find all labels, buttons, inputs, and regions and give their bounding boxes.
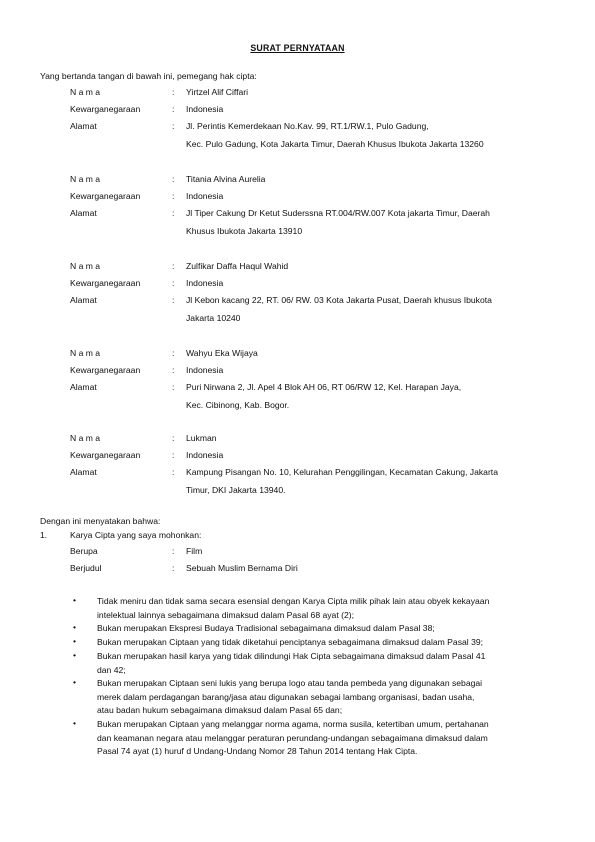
person-nationality: Indonesia [186,450,224,460]
bullet-icon: • [73,636,77,646]
statement-line: Pasal 74 ayat (1) huruf d Undang-Undang Nomor 28 Tahun 2014 tentang Hak Cipta. [97,746,418,757]
person-address-line: Timur, DKI Jakarta 13940. [186,485,286,495]
colon: : [172,278,175,288]
nationality-label: Kewarganegaraan [70,104,141,114]
colon: : [172,382,175,392]
name-label: N a m a [70,174,101,184]
person-address-line: Jl. Perintis Kemerdekaan No.Kav. 99, RT.1/RW.1, Pulo Gadung, [186,121,429,131]
person-nationality: Indonesia [186,365,224,375]
address-label: Alamat [70,208,97,218]
work-title-value: Sebuah Muslim Bernama Diri [186,563,298,573]
work-title-label: Berjudul [70,563,102,573]
colon: : [172,295,175,305]
name-label: N a m a [70,261,101,271]
person-address-line: Khusus Ibukota Jakarta 13910 [186,226,303,236]
statement-line: Bukan merupakan hasil karya yang tidak dilindungi Hak Cipta sebagaimana dimaksud dalam Pasal 41 [97,651,486,661]
item-text: Karya Cipta yang saya mohonkan: [70,530,202,540]
name-label: N a m a [70,348,101,358]
person-nationality: Indonesia [186,104,224,114]
address-label: Alamat [70,382,97,392]
bullet-icon: • [73,677,77,687]
statement-line: dan keamanan negara atau melanggar peraturan perundang-undangan sebagaimana dimaksud dalam [97,732,488,743]
statement-line: intelektual lainnya sebagaimana dimaksud dalam Pasal 68 ayat (2); [97,609,355,620]
colon: : [172,546,175,556]
person-address-line: Kec. Pulo Gadung, Kota Jakarta Timur, Daerah Khusus Ibukota Jakarta 13260 [186,139,484,149]
person-nationality: Indonesia [186,278,224,288]
nationality-label: Kewarganegaraan [70,191,141,201]
statement-line: Tidak meniru dan tidak sama secara esensial dengan Karya Cipta milik pihak lain atau obyek kekayaan [97,596,490,606]
colon: : [172,208,175,218]
statement-item [97,650,557,677]
colon: : [172,174,175,184]
person-name: Lukman [186,433,217,443]
bullet-icon: • [73,595,77,605]
colon: : [172,467,175,477]
statement-item [97,595,557,622]
statement-line: Bukan merupakan Ciptaan yang tidak diketahui penciptanya sebagaimana dimaksud dalam Pasal 39; [97,637,484,647]
statement-item [97,636,557,650]
colon: : [172,87,175,97]
nationality-label: Kewarganegaraan [70,365,141,375]
colon: : [172,191,175,201]
person-name: Yirtzel Alif Ciffari [186,87,249,97]
colon: : [172,348,175,358]
person-name: Titania Alvina Aurelia [186,174,266,184]
person-address-line: Jl Kebon kacang 22, RT. 06/ RW. 03 Kota Jakarta Pusat, Daerah khusus Ibukota [186,295,492,305]
name-label: N a m a [70,433,101,443]
colon: : [172,121,175,131]
nationality-label: Kewarganegaraan [70,278,141,288]
statement-line: atau badan hukum sebagaimana dimaksud dalam Pasal 65 dan; [97,705,343,716]
person-address-line: Jl Tiper Cakung Dr Ketut Suderssna RT.004/RW.007 Kota jakarta Timur, Daerah [186,208,490,218]
name-label: N a m a [70,87,101,97]
colon: : [172,104,175,114]
statement-line: Bukan merupakan Ciptaan seni lukis yang berupa logo atau tanda pembeda yang digunakan sebagai [97,678,483,688]
declaration-text: Dengan ini menyatakan bahwa: [40,516,161,526]
statement-line: dan 42; [97,664,126,675]
bullet-icon: • [73,718,77,728]
person-name: Zulfikar Daffa Haqul Wahid [186,261,289,271]
statement-item [97,677,557,718]
person-address-line: Kampung Pisangan No. 10, Kelurahan Penggilingan, Kecamatan Cakung, Jakarta [186,467,498,477]
address-label: Alamat [70,467,97,477]
person-address-line: Jakarta 10240 [186,313,241,323]
item-number: 1. [40,530,48,540]
colon: : [172,433,175,443]
bullet-icon: • [73,650,77,660]
statement-line: Bukan merupakan Ciptaan yang melanggar norma agama, norma susila, ketertiban umum, pertahanan [97,719,489,729]
intro-text: Yang bertanda tangan di bawah ini, pemegang hak cipta: [40,71,257,81]
colon: : [172,450,175,460]
address-label: Alamat [70,295,97,305]
work-type-value: Film [186,546,203,556]
person-nationality: Indonesia [186,191,224,201]
work-type-label: Berupa [70,546,98,556]
colon: : [172,261,175,271]
address-label: Alamat [70,121,97,131]
document-title: SURAT PERNYATAAN [250,43,345,53]
person-address-line: Puri Nirwana 2, Jl. Apel 4 Blok AH 06, RT 06/RW 12, Kel. Harapan Jaya, [186,382,462,392]
person-address-line: Kec. Cibinong, Kab. Bogor. [186,400,290,410]
colon: : [172,563,175,573]
statement-line: Bukan merupakan Ekspresi Budaya Tradisional sebagaimana dimaksud dalam Pasal 38; [97,623,435,633]
bullet-icon: • [73,622,77,632]
colon: : [172,365,175,375]
nationality-label: Kewarganegaraan [70,450,141,460]
person-name: Wahyu Eka Wijaya [186,348,258,358]
statement-item [97,718,557,759]
statement-line: merek dalam perdagangan barang/jasa atau digunakan sebagai lambang organisasi, badan usaha, [97,691,475,702]
statement-item [97,622,557,636]
